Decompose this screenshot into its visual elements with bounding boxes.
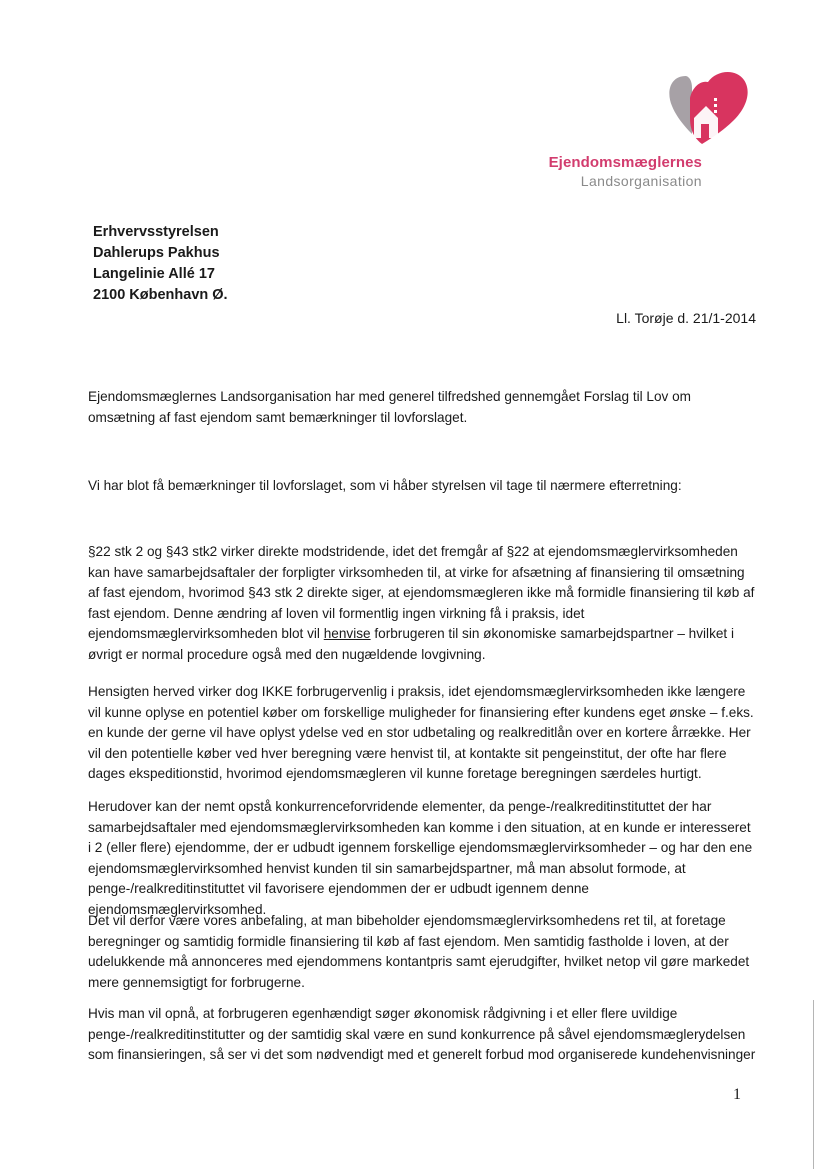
letter-date: Ll. Torøje d. 21/1-2014 (616, 310, 756, 326)
org-subtitle: Landsorganisation (580, 173, 702, 189)
paragraph-contradiction-text-2: forbrugeren til sin økonomiske samarbejdspartner – hvilket i øvrigt er normal procedure også med den nugældende lovgivning. (88, 626, 735, 662)
org-name: Ejendomsmæglernes (548, 154, 702, 171)
recipient-address (93, 222, 228, 306)
paragraph-intro: Ejendomsmæglernes Landsorganisation har med generel tilfredshed gennemgået Forslag til Lov om omsætning af fast ejendom samt bemærkninger til lovforslaget. (88, 389, 691, 425)
scan-page-edge (813, 1000, 814, 1169)
recipient-line-4: 2100 København Ø. (93, 287, 228, 303)
paragraph-consumer: Hensigten herved virker dog IKKE forbrugervenlig i praksis, idet ejendomsmæglervirksomheden ikke længere vil kunne oplyse en potentiel køber om forskellige muligheder for finansiering efter kundens eget ønske – f.eks. en kunde der gerne vil have oplyst ydelse ved en stor udbetaling og realkreditlån over en kortere årrække. Her vil den potentielle køber ved hver beregning være henvist til, at kontakte sit pengeinstitut, der ofte har flere dages ekspeditionstid, hvorimod ejendomsmægleren vil kunne foretage beregningen særdeles hurtigt. (88, 684, 754, 782)
paragraph-recommendation: Det vil derfor være vores anbefaling, at man bibeholder ejendomsmæglervirksomhedens ret til, at foretage beregninger og samtidig formidle finansiering til køb af fast ejendom. Men samtidig fastholde i loven, at der udelukkende må annonceres med ejendommens kontantpris samt ejerudgifter, hvilket netop vil gøre markedet mere gennemsigtigt for forbrugerne. (88, 913, 750, 990)
paragraph-contradiction-text-1: §22 stk 2 og §43 stk2 virker direkte modstridende, idet det fremgår af §22 at ejendomsmæglervirksomheden kan have samarbejdsaftaler der forpligter virksomheden til, at virke for afsætning af finansiering til omsætning af fast ejendom, hvorimod §43 stk 2 direkte siger, at ejendomsmægleren ikke må formidle finansiering til køb af fast ejendom. Denne ændring af loven vil formentlig ingen virkning få i praksis, idet ejendomsmæglervirksomheden blot vil (88, 544, 755, 642)
recipient-line-1: Erhvervsstyrelsen (93, 224, 219, 240)
recipient-line-3: Langelinie Allé 17 (93, 266, 215, 282)
paragraph-competition: Herudover kan der nemt opstå konkurrenceforvridende elementer, da penge-/realkreditinstituttet der har samarbejdsaftaler med ejendomsmæglervirksomheden kan komme i den situation, at en kunde er interesseret i 2 (eller flere) ejendomme, der er udbudt igennem forskellige ejendomsmæglervirksomheder – og har den ene ejendomsmæglervirksomhed henvist kunden til sin samarbejdspartner, må man absolut formode, at penge-/realkreditinstituttet vil favorisere ejendommen der er udbudt igennem denne ejendomsmæglervirksomhed. (88, 799, 753, 917)
heart-house-logo-icon (662, 68, 754, 146)
recipient-line-2: Dahlerups Pakhus (93, 245, 220, 261)
paragraph-contradiction (88, 542, 756, 666)
paragraph-ban: Hvis man vil opnå, at forbrugeren egenhændigt søger økonomisk rådgivning i et eller flere uvildige penge-/realkreditinstitutter og der samtidig skal være en sund konkurrence på såvel ejendomsmæglerydelsen som finansieringen, så ser vi det som nødvendigt med et generelt forbud mod organiserede kundehenvisninger (88, 1006, 756, 1063)
underlined-word: henvise (323, 626, 371, 642)
page-number: 1 (733, 1086, 741, 1103)
paragraph-remarks-lead: Vi har blot få bemærkninger til lovforslaget, som vi håber styrelsen vil tage til nærmere efterretning: (88, 478, 682, 493)
